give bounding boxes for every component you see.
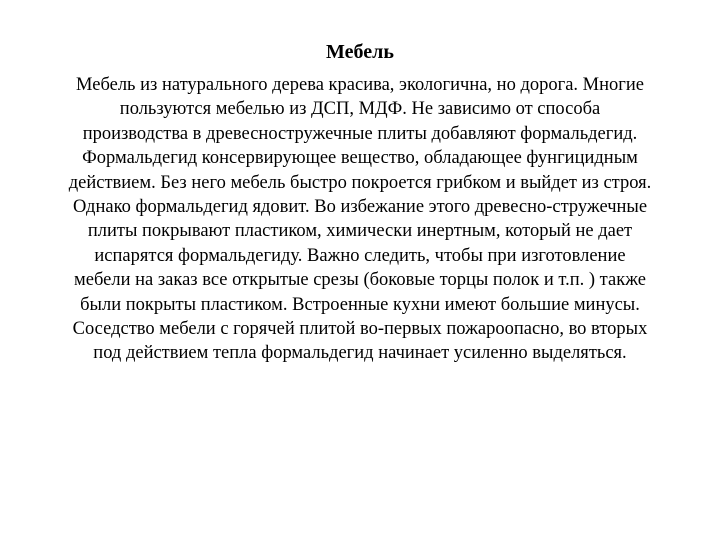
body-line: производства в древесностружечные плиты добавляют формальдегид. (82, 123, 638, 144)
body-line: Соседство мебели с горячей плитой во-первых пожароопасно, во вторых (72, 319, 648, 340)
body-line: были покрыты пластиком. Встроенные кухни имеют большие минусы. (80, 294, 640, 315)
slide-body-text (4, 73, 716, 366)
slide-title: Мебель (326, 41, 394, 63)
body-line: Однако формальдегид ядовит. Во избежание этого древесно-стружечные (72, 197, 648, 218)
body-line: действием. Без него мебель быстро покроется грибком и выйдет из строя. (68, 172, 652, 193)
body-line: испарятся формальдегиду. Важно следить, чтобы при изготовление (94, 245, 626, 266)
body-line: пользуются мебелью из ДСП, МДФ. Не зависимо от способа (119, 99, 601, 120)
body-line: плиты покрывают пластиком, химически инертным, который не дает (87, 221, 633, 242)
body-line: Формальдегид консервирующее вещество, обладающее фунгицидным (82, 148, 638, 169)
body-line: Мебель из натурального дерева красива, экологична, но дорога. Многие (76, 75, 644, 95)
body-line: мебели на заказ все открытые срезы (боковые торцы полок и т.п. ) также (74, 270, 646, 291)
body-line: под действием тепла формальдегид начинает усиленно выделяться. (93, 343, 627, 364)
